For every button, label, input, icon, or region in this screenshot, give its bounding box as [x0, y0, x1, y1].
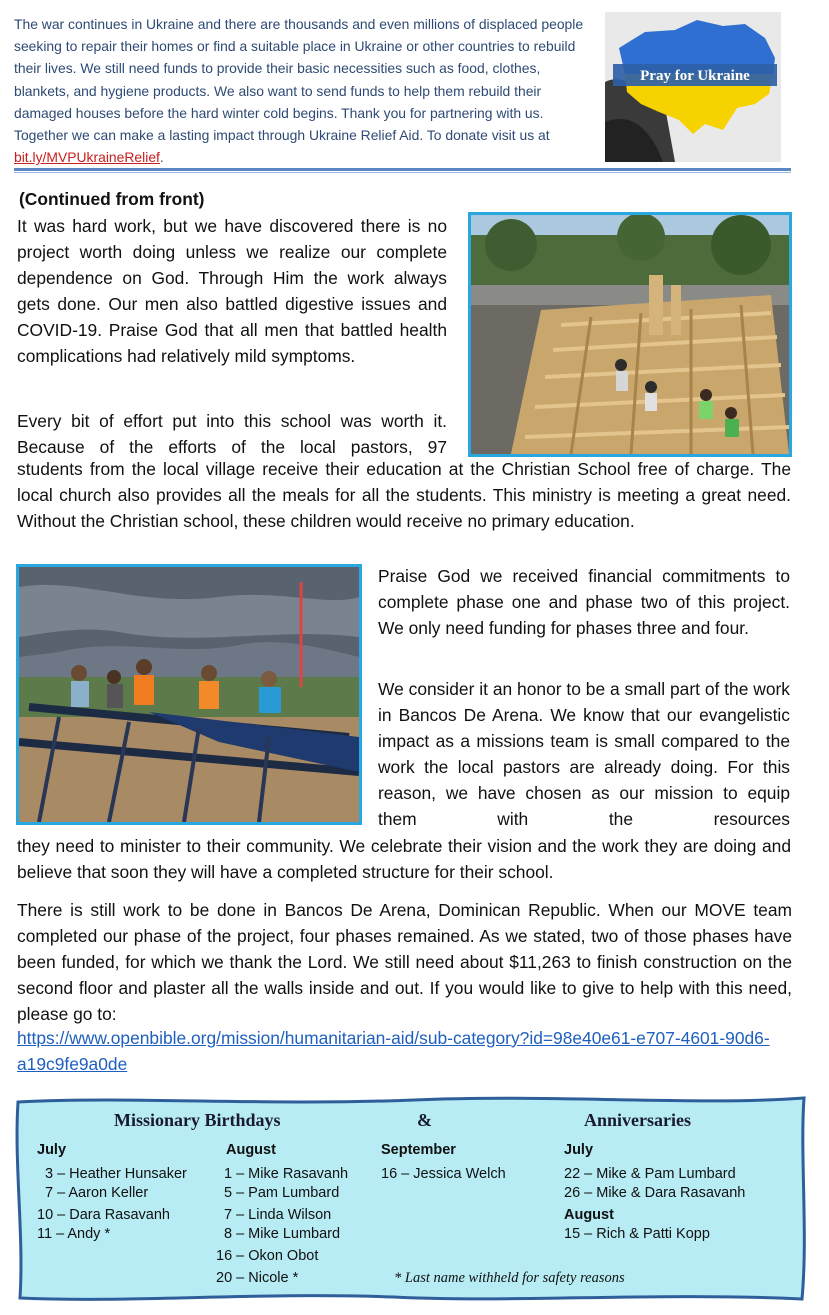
construction-photo-graphic [471, 215, 789, 454]
paragraph-work-remaining: There is still work to be done in Bancos De Arena, Dominican Republic. When our MOVE team completed our phase of the project, four phases remained. As we stated, two of those phases have been funded, for which we thank the Lord. We still need about $11,263 to finish construction on the second floor and plaster all the walls inside and out. If you would like to give to help with this need, please go to: [17, 900, 792, 1025]
birthdays-title: Missionary Birthdays [114, 1110, 281, 1130]
birthday-item: 1 – Mike Rasavanh [224, 1166, 349, 1182]
birthday-item: 11 – Andy * [37, 1226, 111, 1242]
paragraph-hard-work: It was hard work, but we have discovered there is no project worth doing unless we realize our complete dependence on God. Through Him the work always gets done. Our men also battled digestive issues and COVID-19. Praise God that all men that battled health complications had relatively mild symptoms. [17, 216, 447, 367]
august-heading: August [226, 1142, 276, 1158]
anniversary-item: 26 – Mike & Dara Rasavanh [564, 1185, 746, 1201]
paragraph-honor-continued: they need to minister to their community. We celebrate their vision and the work they are doing and believe that soon they will have a completed structure for their school. [17, 836, 791, 883]
paragraph-effort-continued: students from the local village receive their education at the Christian School free of charge. The local church also provides all the meals for all the students. This ministry is meeting a great need. Without the Christian school, these children would receive no primary education. [17, 459, 791, 532]
anniversary-july-heading: July [564, 1142, 594, 1158]
ukraine-map-graphic [605, 12, 781, 162]
ukraine-notice [14, 13, 594, 168]
continued-heading: (Continued from front) [19, 189, 205, 209]
anniversary-item: 22 – Mike & Pam Lumbard [564, 1166, 736, 1182]
divider [14, 172, 791, 173]
birthday-item: 20 – Nicole * [216, 1270, 299, 1286]
safety-note: * Last name withheld for safety reasons [394, 1270, 625, 1286]
paragraph-financial-commitments: Praise God we received financial commitments to complete phase one and phase two of this project. We only need funding for phases three and four. [378, 566, 790, 639]
roof-beams-photo-graphic [19, 567, 359, 822]
anniversaries-title: Anniversaries [584, 1110, 691, 1130]
pray-for-ukraine-caption: Pray for Ukraine [640, 68, 750, 84]
september-heading: September [381, 1142, 456, 1158]
construction-photo-floor-frame [468, 212, 792, 457]
ukraine-notice-period: . [159, 149, 164, 166]
anniversary-august-heading: August [564, 1207, 614, 1223]
birthday-item: 8 – Mike Lumbard [224, 1226, 341, 1242]
openbible-donation-link[interactable]: https://www.openbible.org/mission/humanitarian-aid/sub-category?id=98e40e61-e707-4601-90d6-a19c9fe9a0de [17, 1028, 770, 1074]
pray-for-ukraine-image [605, 12, 781, 162]
ampersand: & [417, 1110, 432, 1130]
divider [14, 168, 791, 171]
birthday-item: 5 – Pam Lumbard [224, 1185, 340, 1201]
july-heading: July [37, 1142, 67, 1158]
birthday-item: 7 – Linda Wilson [224, 1207, 332, 1223]
anniversary-item: 15 – Rich & Patti Kopp [564, 1226, 710, 1242]
birthday-item: 16 – Jessica Welch [381, 1166, 506, 1182]
birthday-item: 10 – Dara Rasavanh [37, 1207, 170, 1223]
birthday-item: 7 – Aaron Keller [45, 1185, 149, 1201]
birthday-item: 16 – Okon Obot [216, 1248, 319, 1264]
construction-photo-roof-beams [16, 564, 362, 825]
birthdays-anniversaries-box [14, 1094, 809, 1304]
birthday-item: 3 – Heather Hunsaker [45, 1166, 187, 1182]
paragraph-effort-start: Every bit of effort put into this school was worth it. Because of the efforts of the local pastors, 97 [17, 411, 447, 458]
ukraine-donate-link[interactable]: bit.ly/MVPUkraineRelief [14, 149, 160, 166]
paragraph-honor-start: We consider it an honor to be a small part of the work in Bancos De Arena. We know that our evangelistic impact as a missions team is small compared to the work the local pastors are already doing. For this reason, we have chosen as our mission to equip them with the resources [378, 679, 790, 830]
ukraine-notice-text: The war continues in Ukraine and there are thousands and even millions of displaced people seeking to repair their homes or find a suitable place in Ukraine or other countries to rebuild their lives. We still need funds to provide their basic necessities such as food, clothes, blankets, and hygiene products. We also want to send funds to help them rebuild their damaged houses before the hard winter cold begins. Thank you for partnering with us. Together we can make a lasting impact through Ukraine Relief Aid. To donate visit us at [14, 16, 584, 144]
